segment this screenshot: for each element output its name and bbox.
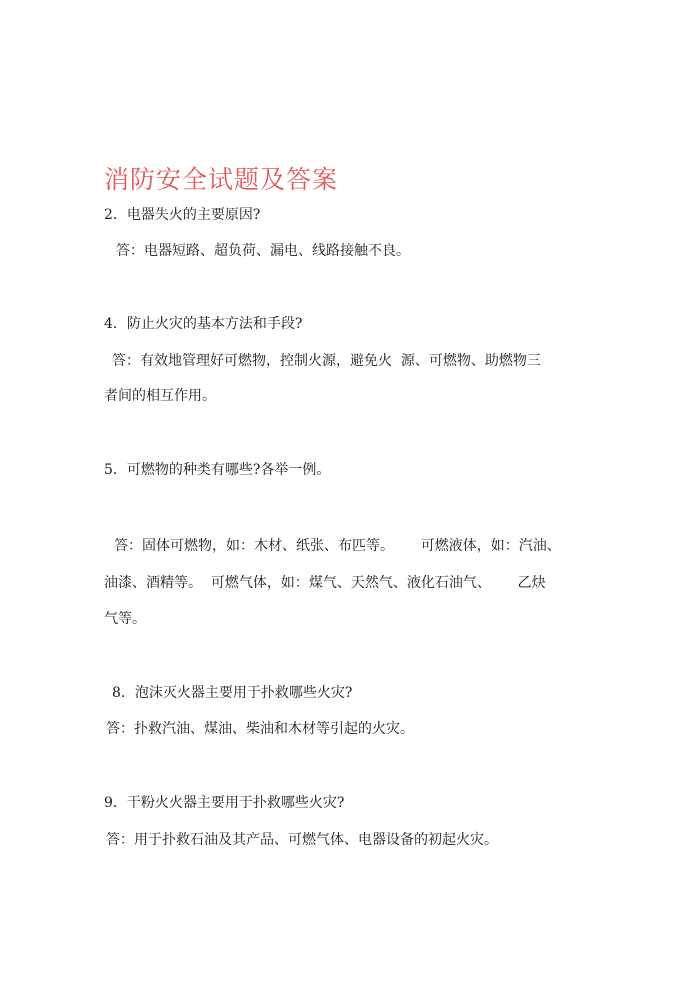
answer-2: 答：电器短路、超负荷、漏电、线路接触不良。 xyxy=(116,243,410,259)
question-5: 5．可燃物的种类有哪些?各举一例。 xyxy=(104,462,331,478)
answer-4-line-1: 答：有效地管理好可燃物，控制火源，避免火 源、可燃物、助燃物三 xyxy=(112,353,541,369)
page-title: 消防安全试题及答案 xyxy=(104,165,339,194)
answer-5-line-1: 答：固体可燃物，如：木材、纸张、布匹等。 可燃液体，如：汽油、 xyxy=(114,538,561,554)
question-9: 9．干粉火火器主要用于扑救哪些火灾? xyxy=(104,795,345,811)
answer-4-line-2: 者间的相互作用。 xyxy=(104,388,216,404)
answer-5-line-3: 气等。 xyxy=(104,611,146,627)
answer-8: 答：扑救汽油、煤油、柴油和木材等引起的火灾。 xyxy=(106,721,414,737)
question-2: 2．电器失火的主要原因? xyxy=(104,207,261,223)
question-4: 4．防止火灾的基本方法和手段? xyxy=(104,316,303,332)
question-8: 8．泡沫灭火器主要用于扑救哪些火灾? xyxy=(112,685,353,701)
answer-5-line-2: 油漆、酒精等。 可燃气体，如：煤气、天然气、液化石油气、 乙炔 xyxy=(104,575,546,591)
answer-9: 答：用于扑救石油及其产品、可燃气体、电器设备的初起火灾。 xyxy=(106,832,498,848)
